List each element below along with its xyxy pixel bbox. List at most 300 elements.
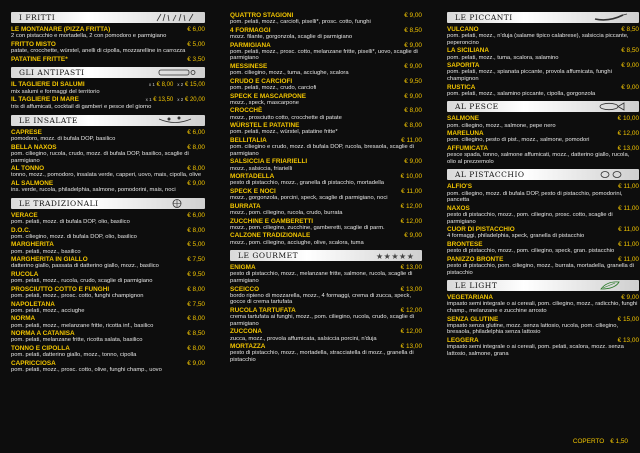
menu-item-price: € 7,50 <box>187 256 205 264</box>
menu-item <box>447 256 639 276</box>
menu-item <box>230 107 422 121</box>
menu-item <box>11 360 205 374</box>
menu-item-name: CRUDO E CARCIOFI <box>230 77 293 85</box>
menu-item <box>11 227 205 241</box>
menu-item-row <box>230 12 422 19</box>
menu-item-description: pom. ciliegino, pesto di pist., mozz., salmone, pomodori <box>447 137 590 144</box>
menu-item-description: 2 con pistacchio e mortadella, 2 con pomodoro e parmigiano <box>11 33 167 40</box>
menu-item-price: € 8,00 <box>187 285 205 293</box>
menu-item-price: € 8,00 <box>187 143 205 151</box>
menu-item-description: datterino giallo, passata di datterino giallo, mozz., basilico <box>11 263 159 270</box>
menu-item-price: € 13,50 <box>153 97 174 104</box>
menu-item-price: € 11,00 <box>618 204 639 212</box>
menu-item-name: SPECK E NOCI <box>230 187 276 195</box>
menu-item <box>447 205 639 225</box>
menu-item-name: CROCCHÈ <box>230 107 263 115</box>
menu-item <box>11 256 205 270</box>
menu-item-row <box>447 226 639 233</box>
menu-item-description: mozz., pom. ciliegino, zucchine, gamberetti, scaglie di parm. <box>230 224 385 231</box>
menu-item-price: € 10,00 <box>617 115 639 123</box>
menu-item-description: pom. pelati, mozz., carciofi, piselli*, prosc. cotto, funghi <box>230 19 371 26</box>
menu-item-name: WÜRSTEL E PATATINE <box>230 122 300 130</box>
menu-item-description: mozz., gorgonzola, porcini, speck, scaglie di parmigiano, noci <box>230 195 388 202</box>
section-list-tradizionali <box>11 212 205 374</box>
menu-item-description: pom. pelati, mozz., acciughe <box>11 307 85 314</box>
menu-item-description: pom. pelati, mozz., basilico <box>11 248 81 255</box>
menu-item-name: MORTAZZA <box>230 343 266 351</box>
fries-icon <box>155 13 199 22</box>
menu-item-price: € 11,00 <box>401 187 422 195</box>
menu-item-row <box>447 145 639 152</box>
menu-item-name: SALSICCIA E FRIARIELLI <box>230 158 308 166</box>
menu-item-description: pesto di pistacchio, mozz., mortadella, stracciatella di mozz., granella di pistacchio <box>230 350 414 363</box>
menu-item-price: € 9,00 <box>187 179 205 187</box>
menu-item-price: € 9,00 <box>404 158 422 166</box>
menu-item-description: pom. pelati, mozz., crudo, carciofi <box>230 84 317 91</box>
section-list-fritti <box>11 26 205 63</box>
menu-item-price: € 8,00 <box>187 315 205 323</box>
menu-item <box>447 294 639 314</box>
menu-item <box>447 130 639 144</box>
menu-item-row <box>11 345 205 352</box>
menu-item-description: pom. pelati, melanzane fritte, ricotta salata, basilico <box>11 337 143 344</box>
menu-item-row <box>230 218 422 225</box>
menu-item-description: pesto di pistacchio, mozz., pom. ciliegino, prosc. cotto, scaglie di parmigiano <box>447 211 613 225</box>
column-2 <box>230 12 422 365</box>
menu-item-row <box>230 42 422 49</box>
menu-item-name: CALZONE TRADIZIONALE <box>230 232 311 240</box>
menu-item-name: PATATINE FRITTE* <box>11 55 68 63</box>
section-list-pesce <box>447 115 639 165</box>
menu-item-name: VULCANO <box>447 26 479 33</box>
menu-item-name: PARMIGIANA <box>230 41 271 49</box>
menu-item-description: pesto di pistacchio, pom. ciliegino, mozz., burrata, mortadella, granella di pistacchio <box>447 262 634 276</box>
menu-item-price: € 9,00 <box>621 294 639 302</box>
menu-item <box>230 158 422 172</box>
menu-item-row <box>447 205 639 212</box>
menu-item-description: impasto semi integrale o ai cereali, pom. pelati, scalora, mozz. senza lattosio, salmone, grana <box>447 344 624 357</box>
menu-item-description: pom. ciliegino, mozz. di bufala DOP, olio, basilico <box>11 233 137 240</box>
menu-item-price: € 13,00 <box>617 336 639 344</box>
menu-item <box>230 218 422 232</box>
menu-item-price: € 8,00 <box>187 165 205 173</box>
pistachio-icon <box>589 170 633 179</box>
menu-item-price: € 9,00 <box>187 359 205 367</box>
menu-item-row <box>11 56 205 63</box>
menu-item-price: € 12,00 <box>400 202 422 210</box>
menu-item <box>230 343 422 363</box>
menu-item-row <box>11 330 205 337</box>
menu-item-price: € 13,00 <box>400 343 422 351</box>
menu-item-price: € 9,00 <box>404 232 422 240</box>
menu-item-name: RUSTICA <box>447 83 476 91</box>
menu-item-description: pesce spada, tonno, salmone affumicati, mozz., datterino giallo, rucola, olio al prezzemolo <box>447 152 630 165</box>
menu-item-row <box>230 286 422 293</box>
menu-item-price: € 8,00 <box>404 122 422 130</box>
menu-item-row <box>447 47 639 54</box>
section-list-antipasti <box>11 81 205 111</box>
section-banner-pistacchio <box>447 169 639 180</box>
menu-item-description: pom. pelati, mozz., tuma, scalora, salamino <box>447 54 559 61</box>
board-icon <box>155 68 199 77</box>
menu-item-name: MARGHERITA IN GIALLO <box>11 256 88 264</box>
menu-item-row <box>11 301 205 308</box>
menu-item-name: ENIGMA <box>230 264 256 272</box>
svg-text:★★★★★: ★★★★★ <box>376 252 415 261</box>
menu-item-description: ins. verde, rucola, philadelphia, salmone, pomodorini, mais, noci <box>11 187 176 194</box>
section-title: GLI ANTIPASTI <box>19 67 85 77</box>
menu-item-description: bordo ripieno di mozzarella, mozz., 4 formaggi, crema di zucca, speck, gocce di crema tartufata <box>230 292 412 306</box>
menu-item <box>230 12 422 26</box>
menu-item-description: pom. pelati, mozz., prosc. cotto, melanzane fritte, piselli*, uovo, scaglie di parmigiano <box>230 48 418 62</box>
menu-item <box>230 188 422 202</box>
menu-item-prices <box>142 96 205 104</box>
menu-item <box>230 232 422 246</box>
menu-item <box>11 286 205 300</box>
menu-item-description: impasto semi integrale o ai cereali, pom. ciliegino, mozz., radicchio, funghi champ., melanzane e zucchine arrosto <box>447 301 638 314</box>
menu-item-description: 4 formaggi, philadelphia, speck, granella di pistacchio <box>447 233 585 240</box>
menu-item-description: pom. pelati, mozz., n'duja (salame tipico calabrese), salsiccia piccante, peperoncino <box>447 33 629 46</box>
menu-item-row <box>11 315 205 322</box>
menu-item-row <box>11 271 205 278</box>
menu-item <box>11 212 205 226</box>
menu-item-price: € 8,00 <box>187 344 205 352</box>
section-title: LE GOURMET <box>238 251 299 261</box>
section-list-gourmet <box>230 264 422 363</box>
menu-item-row <box>11 144 205 151</box>
size-label: x 2 <box>177 81 184 87</box>
fish-icon <box>589 102 633 111</box>
menu-item <box>230 307 422 327</box>
menu-item <box>11 129 205 143</box>
section-list-pizze <box>230 12 422 246</box>
section-banner-antipasti <box>11 67 205 78</box>
menu-item-name: SENZA GLUTINE <box>447 315 499 323</box>
menu-item-price: € 8,50 <box>621 47 639 55</box>
menu-item-name: LEGGERA <box>447 336 479 344</box>
menu-item-name: ALFIO'S <box>447 183 472 191</box>
menu-item-name: AL TONNO <box>11 165 45 173</box>
menu-item-price: € 11,00 <box>618 255 639 263</box>
menu-item-price: € 3,50 <box>187 55 205 63</box>
size-label: x 2 <box>177 97 184 103</box>
menu-item-row <box>11 212 205 219</box>
menu-item-price: € 9,00 <box>404 92 422 100</box>
menu-item-price: € 13,00 <box>617 144 639 152</box>
menu-item <box>230 63 422 77</box>
menu-item-row <box>11 360 205 367</box>
menu-item <box>230 122 422 136</box>
menu-item-description: pom. ciliegino e crudo, mozz. di bufala DOP, rucola, bresaola, scaglie di parmigiano <box>230 144 414 157</box>
menu-item-row <box>230 173 422 180</box>
menu-item-price: € 8,50 <box>187 330 205 338</box>
menu-item <box>11 81 205 96</box>
section-title: AL PESCE <box>455 102 499 112</box>
menu-item-name: SALMONE <box>447 115 479 123</box>
menu-item-price: € 8,00 <box>156 81 174 88</box>
menu-item-row <box>11 41 205 48</box>
menu-item-name: BURRATA <box>230 202 261 210</box>
menu-item-description: pom. ciliegino, mozz., tuma, acciughe, scalora <box>230 70 349 77</box>
menu-item <box>447 241 639 255</box>
menu-item-price: € 5,00 <box>187 40 205 48</box>
menu-item-description: mozz., pom. ciliegino, rucola, crudo, burrata <box>230 209 343 216</box>
menu-item <box>447 84 639 98</box>
menu-item-name: MARGHERITA <box>11 241 54 249</box>
menu-item <box>11 301 205 315</box>
menu-item-row <box>230 78 422 85</box>
menu-item <box>230 42 422 62</box>
menu-item-price: € 11,00 <box>618 226 639 234</box>
menu-item-row <box>447 115 639 122</box>
menu-item <box>230 137 422 157</box>
cover-charge-label: COPERTO <box>572 438 605 445</box>
menu-item-price: € 12,00 <box>400 217 422 225</box>
menu-item-prices <box>145 81 205 89</box>
salad-icon <box>155 116 199 125</box>
menu-item-row <box>11 256 205 263</box>
section-banner-gourmet <box>230 250 422 261</box>
menu-item <box>230 27 422 41</box>
menu-item <box>11 315 205 329</box>
menu-item <box>447 62 639 82</box>
menu-item-row <box>11 227 205 234</box>
menu-item <box>230 286 422 306</box>
stars-icon <box>372 251 416 260</box>
menu-item-name: BRONTESE <box>447 240 483 248</box>
menu-item-description: mozz., prosciutto cotto, crocchette di patate <box>230 114 342 121</box>
menu-item <box>447 145 639 165</box>
menu-item-name: IL TAGLIERE DI MARE <box>11 96 79 104</box>
section-banner-pesce <box>447 101 639 112</box>
menu-item <box>230 264 422 284</box>
menu-item-row <box>447 26 639 33</box>
menu-item-description: tris di affumicati, cocktail di gamberi e pesce del giorno <box>11 104 152 111</box>
menu-item-price: € 6,00 <box>187 211 205 219</box>
menu-item-row <box>230 27 422 34</box>
menu-item-price: € 8,00 <box>404 107 422 115</box>
menu-item-name: VERACE <box>11 211 38 219</box>
menu-item-name: VEGETARIANA <box>447 294 494 302</box>
menu-item-price: € 15,00 <box>617 315 639 323</box>
menu-item-price: € 11,00 <box>618 240 639 248</box>
menu-item-row <box>11 81 205 89</box>
section-title: AL PISTACCHIO <box>455 170 525 180</box>
menu-item-description: impasto senza glutine, mozz. senza lattosio, rucola, pom. ciliegino, bresaola, philadelphia senza lattosio <box>447 322 619 336</box>
menu-item <box>447 115 639 129</box>
menu-item-description: pesto di pistacchio, mozz., melanzane fritte, salmone, rucola, scaglie di parmigiano <box>230 271 413 284</box>
menu-item-description: pom. pelati, mozz. di bufala DOP, olio, basilico <box>11 218 130 225</box>
menu-item-row <box>447 294 639 301</box>
menu-item-description: pom. pelati, mozz., spianata piccante, provola affumicata, funghi champignon <box>447 69 612 82</box>
menu-item-name: BELLA NAXOS <box>11 143 57 151</box>
menu-item-row <box>230 137 422 144</box>
menu-item <box>11 144 205 164</box>
menu-item-row <box>11 26 205 33</box>
menu-item-row <box>447 183 639 190</box>
menu-item <box>11 271 205 285</box>
menu-item-name: NAXOS <box>447 204 470 212</box>
menu-item-description: pom. pelati, mozz., melanzane fritte, ricotta inf., basilico <box>11 322 154 329</box>
menu-item-price: € 9,00 <box>404 41 422 49</box>
size-label: x 1 <box>145 97 152 103</box>
menu-item-name: CAPRICCIOSA <box>11 359 56 367</box>
menu-item-row <box>447 337 639 344</box>
section-title: LE PICCANTI <box>455 13 513 22</box>
menu-item <box>230 203 422 217</box>
menu-item <box>230 78 422 92</box>
section-list-insalate <box>11 129 205 194</box>
menu-item-price: € 9,50 <box>404 77 422 85</box>
leaf-icon <box>589 281 633 290</box>
menu-item-name: SPECK E MASCARPONE <box>230 92 306 100</box>
section-banner-piccanti <box>447 12 639 23</box>
menu-item-row <box>447 130 639 137</box>
menu-item-name: LE MONTANARE (PIZZA FRITTA) <box>11 26 111 33</box>
menu-item-name: NAPOLETANA <box>11 300 55 308</box>
menu-item-description: pom. pelati, mozz., rucola, crudo, scaglie di parmigiano <box>11 278 153 285</box>
menu-item-row <box>11 129 205 136</box>
menu-item-price: € 20,00 <box>184 97 205 104</box>
menu-item-description: pom. ciliegino, rucola, crudo, mozz. di bufala DOP, basilico, scaglie di parmigiano <box>11 150 189 164</box>
menu-item-name: NORMA A CATANISA <box>11 330 75 338</box>
section-list-pistacchio <box>447 183 639 276</box>
menu-item-row <box>230 93 422 100</box>
menu-item <box>230 328 422 342</box>
cover-charge-price: € 1,50 <box>610 438 628 445</box>
section-title: LE TRADIZIONALI <box>19 198 99 208</box>
menu-item-row <box>11 241 205 248</box>
menu-item <box>11 180 205 194</box>
menu-item-description: crema tartufata ai funghi, mozz., pom. ciliegino, rucola, crudo, scaglie di parmigiano <box>230 314 414 327</box>
menu-item-name: SCEICCO <box>230 285 260 293</box>
menu-item-name: 4 FORMAGGI <box>230 26 271 34</box>
menu-item <box>230 173 422 187</box>
menu-item-name: CAPRESE <box>11 128 42 136</box>
menu-item-price: € 8,00 <box>187 226 205 234</box>
menu-item-price: € 9,00 <box>621 62 639 70</box>
menu-item-price: € 15,00 <box>184 81 205 88</box>
menu-item-row <box>230 264 422 271</box>
menu-item-row <box>230 63 422 70</box>
menu-item-price: € 11,00 <box>618 183 639 191</box>
menu-item-row <box>230 232 422 239</box>
menu-item-description: patate, crocchette, würstel, anelli di cipolla, mozzarelline in carrozza <box>11 48 186 54</box>
menu-item <box>11 330 205 344</box>
menu-item-description: pom. pelati, mozz., prosc. cotto, olive, funghi champ., uovo <box>11 366 162 373</box>
menu-item-name: MARELUNA <box>447 130 484 138</box>
menu-item-row <box>447 316 639 323</box>
menu-item-price: € 8,50 <box>621 26 639 33</box>
section-title: I FRITTI <box>19 13 56 22</box>
menu-item-description: pom. ciliegino, mozz., salmone, pepe nero <box>447 122 556 129</box>
menu-item-price: € 12,00 <box>400 306 422 314</box>
menu-item-description: mozz., salsiccia, friarielli <box>230 165 293 172</box>
menu-item-name: QUATTRO STAGIONI <box>230 12 294 19</box>
menu-item-price: € 5,00 <box>187 241 205 249</box>
section-banner-insalate <box>11 115 205 126</box>
menu-item-price: € 9,50 <box>187 270 205 278</box>
menu-item-name: RUCOLA <box>11 270 39 278</box>
menu-item-row <box>230 203 422 210</box>
menu-item-row <box>230 328 422 335</box>
menu-item-row <box>230 343 422 350</box>
column-3 <box>447 12 639 358</box>
menu-item-row <box>11 165 205 172</box>
menu-item-description: pom. pelati, mozz., würstel, patatine fritte* <box>230 129 338 136</box>
menu-item-name: PROSCIUTTO COTTO E FUNGHI <box>11 285 110 293</box>
menu-item-name: CUOR DI PISTACCHIO <box>447 226 515 234</box>
column-1 <box>11 12 205 375</box>
menu-item-price: € 10,00 <box>400 173 422 181</box>
menu-item-description: mozz., pom. ciliegino, acciughe, olive, scalora, tuma <box>230 239 364 246</box>
section-banner-light <box>447 280 639 291</box>
menu-item <box>11 345 205 359</box>
menu-item <box>447 337 639 357</box>
menu-item-name: MORTADELLA <box>230 173 275 181</box>
menu-item-name: LA SICILIANA <box>447 47 490 55</box>
menu-item-row <box>230 122 422 129</box>
menu-item-row <box>11 96 205 104</box>
menu-item-row <box>230 158 422 165</box>
menu-item-name: ZUCCHINE E GAMBERETTI <box>230 217 314 225</box>
menu-item-row <box>447 256 639 263</box>
cover-charge <box>573 438 628 445</box>
menu-item-description: pesto di pistacchio, mozz., granella di pistacchio, mortadella <box>230 180 385 187</box>
menu-item <box>447 47 639 61</box>
menu-item-price: € 12,00 <box>617 130 639 138</box>
menu-item-row <box>11 180 205 187</box>
menu-item-description: mix salumi e formaggi del territorio <box>11 88 100 95</box>
menu-item-name: MESSINESE <box>230 62 268 70</box>
menu-item-price: € 6,00 <box>187 26 205 33</box>
menu-item-row <box>447 241 639 248</box>
section-banner-fritti <box>11 12 205 23</box>
menu-item-description: mozz., speck, mascarpone <box>230 99 299 106</box>
menu-item-row <box>11 286 205 293</box>
menu-item-name: SAPORITA <box>447 62 480 70</box>
menu-item-name: AL SALMONE <box>11 179 54 187</box>
menu-item-price: € 8,50 <box>404 26 422 34</box>
menu-item-description: pom. pelati, mozz., salamino piccante, cipolla, gorgonzola <box>447 90 596 97</box>
menu-item-row <box>230 307 422 314</box>
menu-item <box>11 96 205 111</box>
menu-item-description: pesto di pistacchio, mozz., pom. ciliegino, speck, gran. pistacchio <box>447 248 615 255</box>
menu-item-description: tonno, mozz., pomodoro, insalata verde, capperi, uovo, mais, cipolla, olive <box>11 172 202 179</box>
menu-item <box>11 56 205 63</box>
menu-item-description: pom. pelati, datterino giallo, mozz., tonno, cipolla <box>11 352 137 359</box>
menu-item-row <box>230 188 422 195</box>
menu-item-name: NORMA <box>11 315 36 323</box>
menu-item-description: mozz. filante, gorgonzola, scaglie di parmigiano <box>230 34 353 40</box>
menu-item-price: € 11,00 <box>401 136 422 144</box>
menu-item-name: ZUCCONA <box>230 328 262 336</box>
menu-item-name: FRITTO MISTO <box>11 40 56 48</box>
menu-item-price: € 7,50 <box>187 300 205 308</box>
menu-item-description: zucca, mozz., provola affumicata, salsiccia porcini, n'duja <box>230 335 377 342</box>
menu-item-name: TONNO E CIPOLLA <box>11 344 70 352</box>
section-list-light <box>447 294 639 357</box>
chili-icon <box>589 13 633 22</box>
menu-item-name: BELLITALIA <box>230 136 267 144</box>
menu-item <box>11 165 205 179</box>
menu-item-name: PANIZZO BRONTE <box>447 255 504 263</box>
section-list-piccanti <box>447 26 639 97</box>
menu-item-price: € 13,00 <box>400 285 422 293</box>
menu-item <box>447 26 639 46</box>
section-title: LE INSALATE <box>19 115 78 125</box>
menu-item-row <box>230 107 422 114</box>
